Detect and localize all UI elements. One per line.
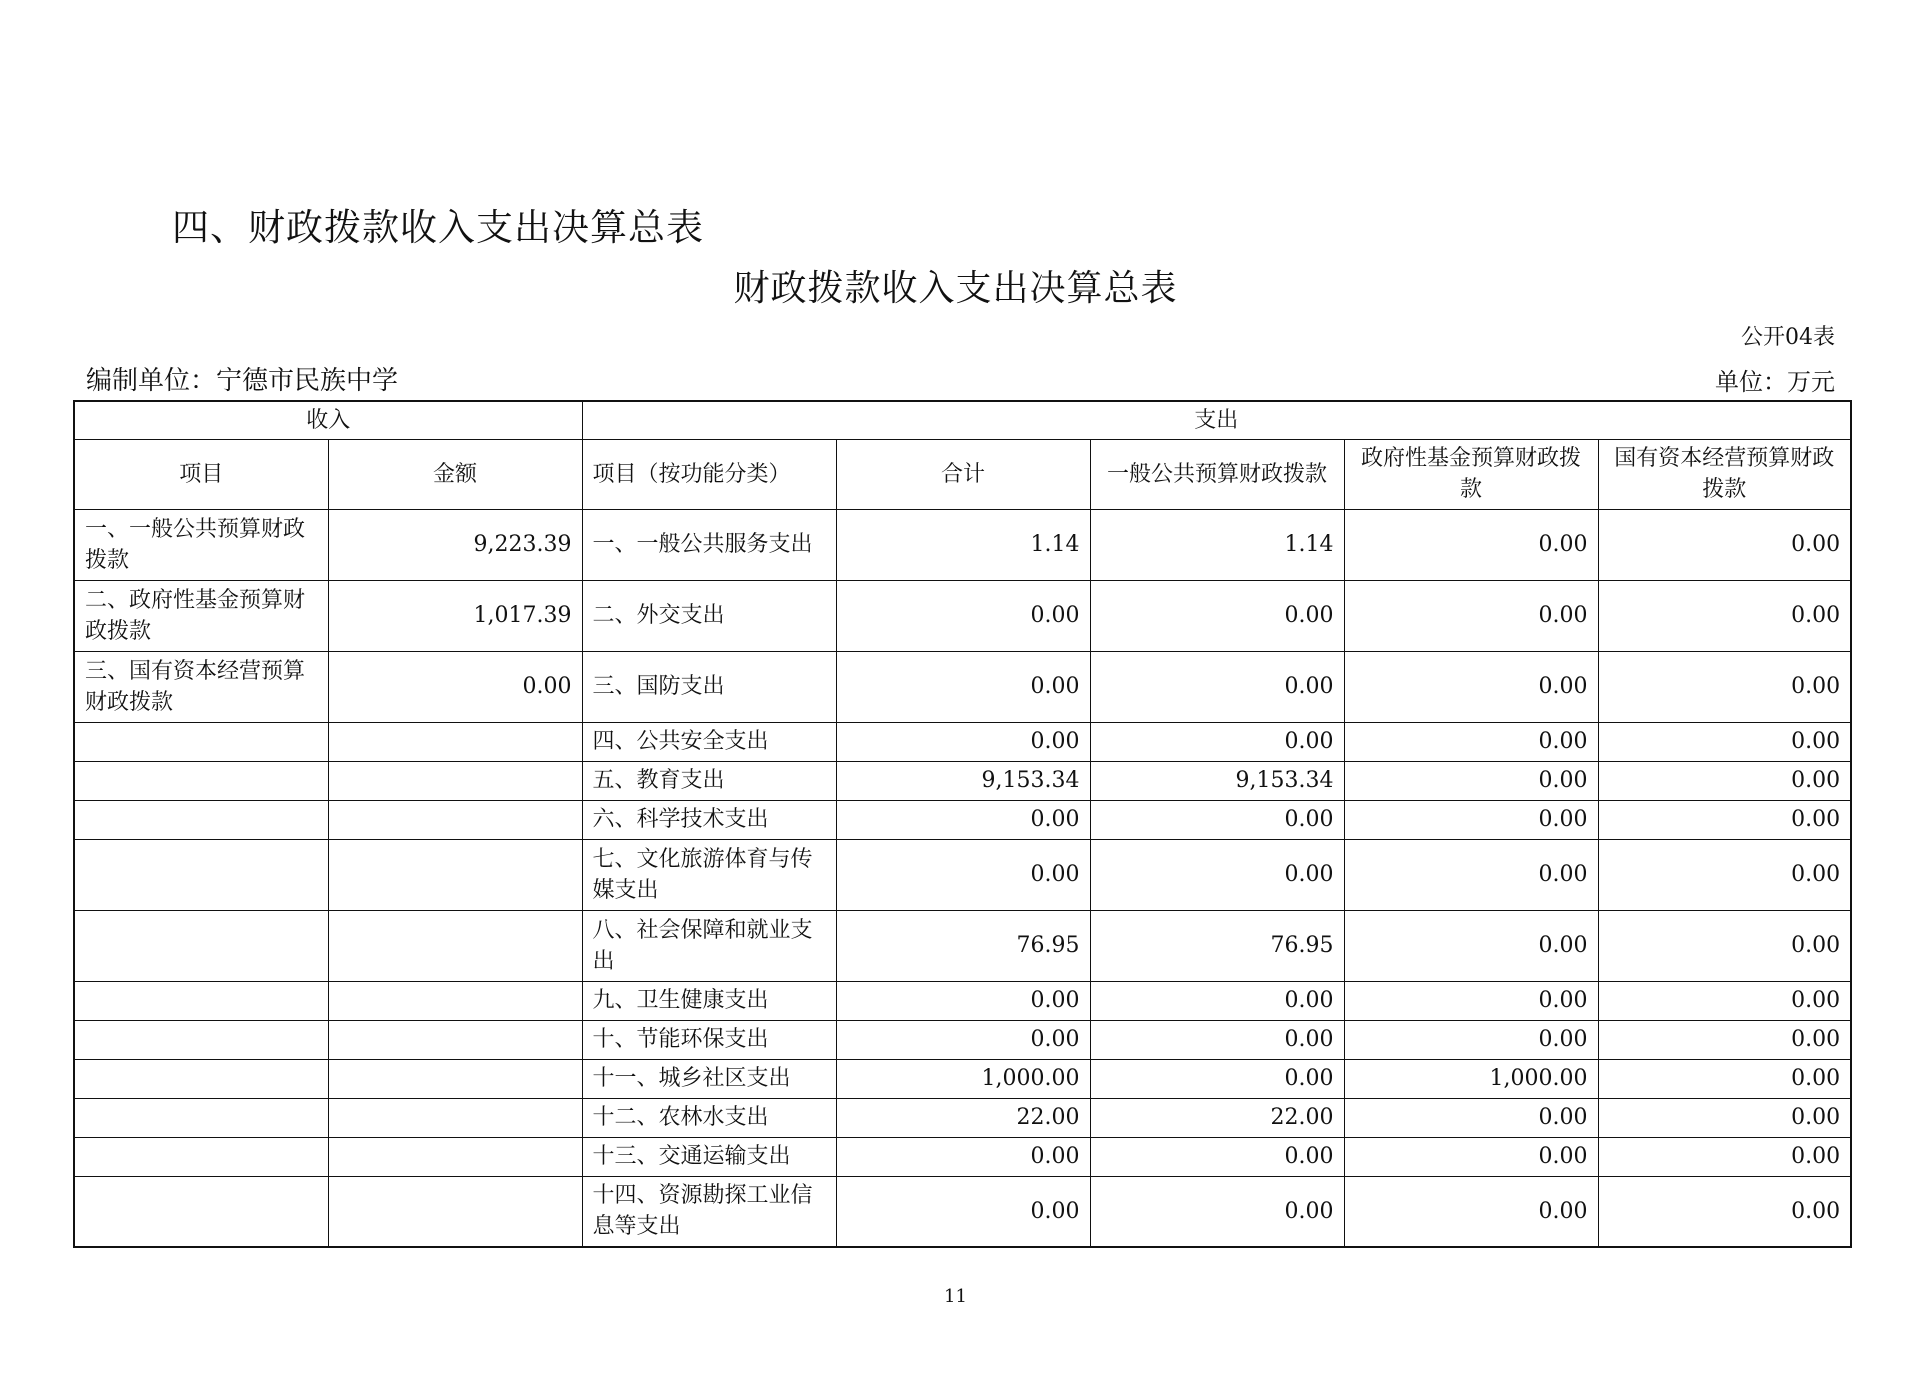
general-budget-cell: 22.00: [1090, 1098, 1344, 1137]
expense-item-cell: 十三、交通运输支出: [582, 1137, 836, 1176]
gov-fund-cell: 0.00: [1344, 1098, 1598, 1137]
general-budget-cell: 0.00: [1090, 1020, 1344, 1059]
table-row: [74, 722, 1851, 761]
col-header-amount: 金额: [328, 439, 582, 509]
income-item-cell: [74, 1176, 328, 1247]
income-item-cell: [74, 910, 328, 981]
total-cell: 0.00: [836, 981, 1090, 1020]
total-cell: 76.95: [836, 910, 1090, 981]
total-cell: 0.00: [836, 1176, 1090, 1247]
table-row: [74, 800, 1851, 839]
header-row-group: [74, 401, 1851, 439]
income-item-cell: [74, 1059, 328, 1098]
total-cell: 0.00: [836, 1020, 1090, 1059]
expense-item-cell: 五、教育支出: [582, 761, 836, 800]
income-item-cell: [74, 761, 328, 800]
col-header-state-capital: 国有资本经营预算财政拨款: [1598, 439, 1851, 509]
state-capital-cell: 0.00: [1598, 1020, 1851, 1059]
gov-fund-cell: 0.00: [1344, 981, 1598, 1020]
table-row: [74, 1176, 1851, 1247]
expense-item-cell: 八、社会保障和就业支出: [582, 910, 836, 981]
income-amount-cell: [328, 910, 582, 981]
col-header-gov-fund: 政府性基金预算财政拨款: [1344, 439, 1598, 509]
expense-item-cell: 七、文化旅游体育与传媒支出: [582, 839, 836, 910]
col-header-general: 一般公共预算财政拨款: [1090, 439, 1344, 509]
income-item-cell: [74, 1137, 328, 1176]
general-budget-cell: 0.00: [1090, 722, 1344, 761]
income-item-cell: 一、一般公共预算财政拨款: [74, 509, 328, 580]
income-amount-cell: [328, 761, 582, 800]
gov-fund-cell: 0.00: [1344, 722, 1598, 761]
section-title: 四、财政拨款收入支出决算总表: [172, 206, 704, 249]
income-header: 收入: [74, 401, 582, 439]
table-row: [74, 981, 1851, 1020]
general-budget-cell: 0.00: [1090, 580, 1344, 651]
income-amount-cell: [328, 722, 582, 761]
total-cell: 1,000.00: [836, 1059, 1090, 1098]
gov-fund-cell: 0.00: [1344, 1176, 1598, 1247]
income-item-cell: [74, 839, 328, 910]
general-budget-cell: 0.00: [1090, 651, 1344, 722]
col-header-func-item: 项目（按功能分类）: [582, 439, 836, 509]
gov-fund-cell: 0.00: [1344, 580, 1598, 651]
income-amount-cell: [328, 1059, 582, 1098]
income-item-cell: 三、国有资本经营预算财政拨款: [74, 651, 328, 722]
general-budget-cell: 1.14: [1090, 509, 1344, 580]
total-cell: 0.00: [836, 722, 1090, 761]
state-capital-cell: 0.00: [1598, 761, 1851, 800]
income-amount-cell: [328, 1176, 582, 1247]
table-row: [74, 580, 1851, 651]
finance-table: [73, 400, 1852, 1248]
state-capital-cell: 0.00: [1598, 1059, 1851, 1098]
income-amount-cell: [328, 1098, 582, 1137]
table-row: [74, 509, 1851, 580]
total-cell: 0.00: [836, 1137, 1090, 1176]
income-item-cell: [74, 981, 328, 1020]
total-cell: 0.00: [836, 839, 1090, 910]
state-capital-cell: 0.00: [1598, 580, 1851, 651]
form-number: 公开04表: [1741, 325, 1835, 350]
header-row-columns: [74, 439, 1851, 509]
gov-fund-cell: 1,000.00: [1344, 1059, 1598, 1098]
general-budget-cell: 9,153.34: [1090, 761, 1344, 800]
table-title: 财政拨款收入支出决算总表: [733, 268, 1178, 309]
income-amount-cell: 0.00: [328, 651, 582, 722]
gov-fund-cell: 0.00: [1344, 761, 1598, 800]
general-budget-cell: 76.95: [1090, 910, 1344, 981]
state-capital-cell: 0.00: [1598, 509, 1851, 580]
income-amount-cell: 1,017.39: [328, 580, 582, 651]
gov-fund-cell: 0.00: [1344, 910, 1598, 981]
col-header-total: 合计: [836, 439, 1090, 509]
income-amount-cell: [328, 981, 582, 1020]
state-capital-cell: 0.00: [1598, 800, 1851, 839]
table-row: [74, 1059, 1851, 1098]
general-budget-cell: 0.00: [1090, 839, 1344, 910]
table-row: [74, 761, 1851, 800]
income-amount-cell: [328, 1020, 582, 1059]
table-row: [74, 1098, 1851, 1137]
expense-item-cell: 九、卫生健康支出: [582, 981, 836, 1020]
general-budget-cell: 0.00: [1090, 1059, 1344, 1098]
expense-item-cell: 十四、资源勘探工业信息等支出: [582, 1176, 836, 1247]
expense-item-cell: 三、国防支出: [582, 651, 836, 722]
expense-header: 支出: [582, 401, 1851, 439]
state-capital-cell: 0.00: [1598, 1098, 1851, 1137]
income-item-cell: [74, 1098, 328, 1137]
state-capital-cell: 0.00: [1598, 651, 1851, 722]
expense-item-cell: 十二、农林水支出: [582, 1098, 836, 1137]
state-capital-cell: 0.00: [1598, 1137, 1851, 1176]
total-cell: 1.14: [836, 509, 1090, 580]
total-cell: 9,153.34: [836, 761, 1090, 800]
total-cell: 0.00: [836, 800, 1090, 839]
income-item-cell: [74, 1020, 328, 1059]
compiling-unit: 编制单位：宁德市民族中学: [86, 366, 399, 396]
income-item-cell: 二、政府性基金预算财政拨款: [74, 580, 328, 651]
gov-fund-cell: 0.00: [1344, 1137, 1598, 1176]
expense-item-cell: 一、一般公共服务支出: [582, 509, 836, 580]
total-cell: 0.00: [836, 651, 1090, 722]
table-row: [74, 839, 1851, 910]
total-cell: 22.00: [836, 1098, 1090, 1137]
expense-item-cell: 十、节能环保支出: [582, 1020, 836, 1059]
state-capital-cell: 0.00: [1598, 910, 1851, 981]
gov-fund-cell: 0.00: [1344, 1020, 1598, 1059]
income-amount-cell: [328, 800, 582, 839]
general-budget-cell: 0.00: [1090, 800, 1344, 839]
currency-unit: 单位：万元: [1715, 368, 1835, 396]
gov-fund-cell: 0.00: [1344, 651, 1598, 722]
state-capital-cell: 0.00: [1598, 981, 1851, 1020]
general-budget-cell: 0.00: [1090, 981, 1344, 1020]
income-item-cell: [74, 800, 328, 839]
expense-item-cell: 十一、城乡社区支出: [582, 1059, 836, 1098]
total-cell: 0.00: [836, 580, 1090, 651]
state-capital-cell: 0.00: [1598, 722, 1851, 761]
col-header-item: 项目: [74, 439, 328, 509]
table-row: [74, 1137, 1851, 1176]
expense-item-cell: 四、公共安全支出: [582, 722, 836, 761]
table-row: [74, 1020, 1851, 1059]
state-capital-cell: 0.00: [1598, 839, 1851, 910]
general-budget-cell: 0.00: [1090, 1176, 1344, 1247]
table-row: [74, 910, 1851, 981]
general-budget-cell: 0.00: [1090, 1137, 1344, 1176]
table-row: [74, 651, 1851, 722]
income-amount-cell: [328, 839, 582, 910]
gov-fund-cell: 0.00: [1344, 839, 1598, 910]
expense-item-cell: 六、科学技术支出: [582, 800, 836, 839]
gov-fund-cell: 0.00: [1344, 800, 1598, 839]
income-amount-cell: [328, 1137, 582, 1176]
page-number: 11: [944, 1286, 967, 1307]
state-capital-cell: 0.00: [1598, 1176, 1851, 1247]
gov-fund-cell: 0.00: [1344, 509, 1598, 580]
income-item-cell: [74, 722, 328, 761]
expense-item-cell: 二、外交支出: [582, 580, 836, 651]
income-amount-cell: 9,223.39: [328, 509, 582, 580]
